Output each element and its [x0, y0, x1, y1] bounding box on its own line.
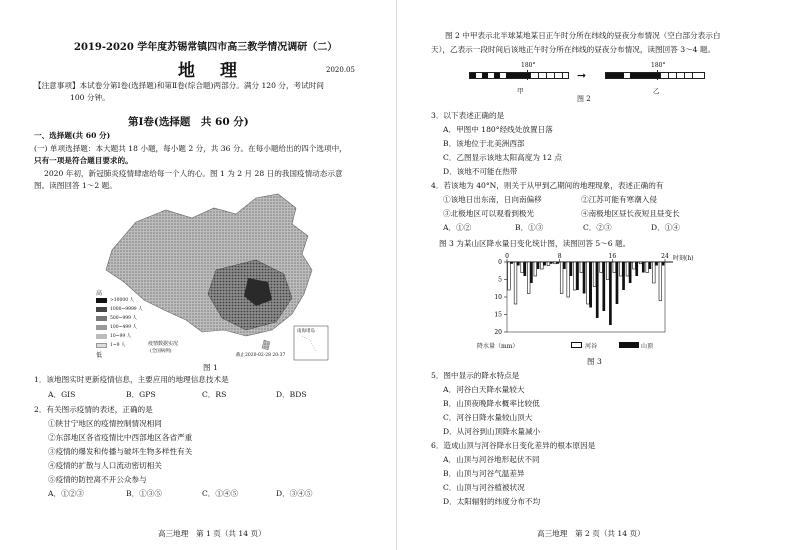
q4-item: ②江苏可能有寒潮入侵	[581, 195, 657, 204]
bar-mountain	[530, 262, 533, 283]
q2-option-a: A．①②③	[48, 489, 84, 498]
legend-item: 500~999 人	[110, 316, 137, 321]
figure-2	[469, 62, 709, 108]
bar-mountain	[523, 262, 526, 276]
q2-option-b: B．①③⑤	[126, 489, 162, 498]
south-sea-label: 南海诸岛	[297, 329, 315, 334]
q1-option-a: A．GIS	[48, 390, 76, 399]
q2-option-c: C．①④⑤	[202, 489, 239, 498]
q3-option-b: B．该地位于北美洲西部	[443, 139, 525, 148]
bar-mountain	[550, 262, 553, 264]
y-tick-label: 0	[498, 259, 502, 266]
bar-valley	[541, 262, 544, 269]
bar-valley	[652, 262, 655, 283]
y-tick-label: 20	[494, 329, 502, 336]
q4-option-d: D．①④	[651, 223, 680, 232]
bar-valley	[606, 262, 609, 280]
legend-high: 高	[96, 290, 103, 297]
legend-swatch	[96, 307, 107, 312]
bar-valley	[547, 262, 550, 266]
exam-date: 2020.05	[326, 66, 355, 74]
q4-option-c: C．②③	[583, 223, 612, 232]
fig3-intro: 图 3 为某山区降水量日变化统计图，读图回答 5～6 题。	[439, 239, 631, 248]
q4-option-a: A．①②	[443, 223, 472, 232]
legend-item: >10000 人	[110, 298, 135, 303]
question-6: 6．造成山顶与河谷降水日变化差异的根本原因是	[431, 441, 596, 450]
map-caption-sub: (全国病例)	[150, 349, 172, 354]
q5-option-b: B．山顶夜晚降水概率比较低	[443, 399, 540, 408]
part-title: 一、选择题(共 60 分)	[34, 131, 111, 140]
bar-mountain	[576, 262, 579, 290]
bar-valley	[646, 262, 649, 273]
notice-line-2: 100 分钟。	[70, 93, 110, 102]
bar-valley	[508, 262, 511, 290]
legend-mountain: 山顶	[641, 343, 654, 350]
bar-mountain	[563, 262, 566, 269]
bar-mountain	[655, 262, 658, 266]
map-timestamp: 截止2020-02-28 20:37	[236, 353, 286, 358]
question-5: 5．图中显示的降水特点是	[431, 371, 520, 380]
bar-mountain	[517, 262, 520, 266]
figure-3-label: 图 3	[587, 357, 602, 366]
page-2	[397, 0, 794, 550]
figure-2-label: 图 2	[577, 95, 591, 103]
fig2-latitude-bar-a	[469, 72, 569, 79]
fig3-ylabel: 降水量（mm）	[477, 343, 519, 350]
bar-valley	[580, 262, 583, 273]
q2-item: ⑤疫情的防控离不开公众参与	[48, 475, 147, 484]
q3-option-d: D．该地不可能在热带	[443, 167, 518, 176]
china-map	[96, 190, 336, 362]
q1-option-b: B．GPS	[126, 390, 156, 399]
q2-item: ③疫情的爆发和传播与破坏生物多样性有关	[48, 447, 193, 456]
q6-option-d: D．太阳辐射的纬度分布不均	[443, 497, 541, 506]
legend-low: 低	[96, 352, 103, 359]
q3-option-a: A．甲图中 180°经线处放置日落	[443, 125, 553, 134]
figure-3	[477, 250, 737, 360]
legend-swatch	[96, 325, 107, 330]
bar-valley	[560, 262, 563, 294]
arrow-icon: ➞	[577, 69, 587, 82]
instruction-line-2: 只有一项是符合题目要求的。	[34, 156, 133, 165]
legend-valley-swatch	[571, 342, 582, 348]
fig2-label-yi: 乙	[653, 87, 660, 95]
bar-mountain	[510, 262, 513, 264]
bar-mountain	[537, 262, 540, 269]
bar-mountain	[609, 262, 612, 325]
map-caption: 疫情数据实况	[148, 341, 179, 347]
q5-option-c: C．河谷日降水量较山顶大	[443, 413, 533, 422]
bar-valley	[587, 262, 590, 304]
fig2-intro-line-1: 图 2 中甲表示北半球某地某日正午时分所在纬线的昼夜分布情况（空白部分表示白	[445, 31, 721, 40]
q6-option-a: A．山顶与河谷地形起伏不同	[443, 455, 540, 464]
bar-mountain	[589, 262, 592, 308]
bar-valley	[639, 262, 642, 264]
bar-mountain	[635, 262, 638, 276]
fig2-latitude-bar-b	[605, 72, 705, 79]
intro-line-2: 图。读图回答 1～2 题。	[34, 181, 117, 190]
instruction-line-1: (一) 单项选择题：本大题共 18 小题，每小题 2 分，共 36 分。在每小题给出的四个选项中，	[34, 144, 347, 153]
bar-valley	[626, 262, 629, 276]
q4-item: ③北极地区可以观看到极光	[443, 209, 535, 218]
bar-mountain	[622, 262, 625, 290]
bar-mountain	[543, 262, 546, 266]
bar-mountain	[662, 262, 665, 266]
question-4: 4．若该地为 40°N，则关于从甲到乙期间的地理现象，表述正确的有	[431, 181, 664, 190]
question-2: 2．有关图示疫情的表述，正确的是	[34, 405, 153, 414]
bar-valley	[534, 262, 537, 276]
fig2-degree-b: 180°	[651, 62, 666, 69]
x-tick-label: 24	[661, 253, 669, 260]
bar-valley	[514, 262, 517, 304]
bar-mountain	[642, 262, 645, 273]
legend-mountain-swatch	[619, 342, 639, 348]
q2-item: ④疫情的扩散与人口流动密切相关	[48, 461, 162, 470]
legend-item: 100~499 人	[110, 325, 137, 330]
bar-mountain	[570, 262, 573, 276]
q1-option-d: D．BDS	[276, 390, 307, 399]
bar-valley	[613, 262, 616, 273]
legend-swatch	[96, 298, 107, 303]
fig3-time-label: 时刻(h)	[673, 255, 694, 262]
bar-valley	[659, 262, 662, 301]
y-tick-label: 15	[494, 311, 502, 319]
bar-valley	[633, 262, 636, 269]
legend-item: 1~9 人	[110, 343, 126, 348]
x-tick-label: 8	[557, 253, 562, 260]
figure-1-label: 图 1	[203, 363, 218, 372]
bar-valley	[521, 262, 524, 273]
bar-valley	[620, 262, 623, 276]
bar-mountain	[602, 262, 605, 311]
bar-mountain	[556, 262, 559, 264]
y-tick-label: 10	[494, 294, 502, 301]
legend-valley: 河谷	[585, 343, 598, 350]
fig2-degree-a: 180°	[521, 62, 536, 69]
legend-item: 1000~9999 人	[110, 307, 143, 312]
bar-valley	[567, 262, 570, 297]
bar-valley	[527, 262, 530, 294]
legend-swatch	[96, 334, 107, 339]
bar-mountain	[616, 262, 619, 304]
section-title: 第Ⅰ卷(选择题 共 60 分)	[128, 116, 249, 128]
bar-mountain	[596, 262, 599, 318]
q4-option-b: B．①③	[515, 223, 544, 232]
bar-mountain	[583, 262, 586, 294]
fig2-label-jia: 甲	[517, 87, 524, 95]
intro-line-1: 2020 年初，新冠肺炎疫情肆虐给每一个人的心。图 1 为 2 月 28 日的我国疫情动态示意	[44, 169, 343, 178]
q4-item: ④南极地区昼长夜短且昼变长	[581, 209, 680, 218]
exam-header: 2019-2020 学年度苏锡常镇四市高三教学情况调研（二）	[74, 42, 338, 53]
page-1-footer: 高三地理 第 1 页（共 14 页）	[158, 529, 266, 538]
q5-option-d: D．从河谷到山顶降水量减小	[443, 427, 541, 436]
q3-option-c: C．乙图显示该地太阳高度为 12 点	[443, 153, 563, 162]
bar-valley	[573, 262, 576, 290]
q2-option-d: D．③④⑤	[276, 489, 313, 498]
bar-mountain	[649, 262, 652, 269]
q4-item: ①该地日出东南，日向南偏移	[443, 195, 542, 204]
x-tick-label: 0	[505, 253, 509, 260]
q1-option-c: C．RS	[202, 390, 227, 399]
bar-valley	[593, 262, 596, 287]
y-tick-label: 5	[498, 276, 502, 284]
legend-swatch	[96, 316, 107, 321]
legend-swatch	[96, 343, 107, 348]
x-tick-label: 16	[608, 253, 617, 260]
epidemic-map-figure	[96, 190, 336, 362]
subject-title: 地 理	[178, 61, 241, 81]
q2-item: ②东部地区各省疫情比中西部地区各省严重	[48, 433, 193, 442]
page-2-footer: 高三地理 第 2 页（共 14 页）	[537, 529, 645, 538]
question-3: 3．以下表述正确的是	[431, 111, 505, 120]
q6-option-c: C．山顶与河谷植被状况	[443, 483, 525, 492]
notice-line-1: 【注意事项】本试卷分第Ⅰ卷(选择题)和第Ⅱ卷(综合题)两部分。满分 120 分，考试时间	[34, 81, 324, 90]
q2-item: ①陕甘宁地区的疫情控制情况相同	[48, 419, 162, 428]
bar-mountain	[629, 262, 632, 283]
q5-option-a: A．河谷白天降水量较大	[443, 385, 525, 394]
precipitation-chart	[477, 250, 737, 350]
q6-option-b: B．山顶与河谷气温差异	[443, 469, 525, 478]
bar-valley	[600, 262, 603, 273]
legend-item: 10~99 人	[110, 334, 132, 339]
question-1: 1．该地图实时更新疫情信息，主要应用的地理信息技术是	[34, 375, 229, 384]
fig2-intro-line-2: 天），乙表示一段时间后该地正午时分所在纬线的昼夜分布情况，读图回答 3～4 题。	[431, 45, 716, 54]
bar-valley	[554, 262, 557, 264]
